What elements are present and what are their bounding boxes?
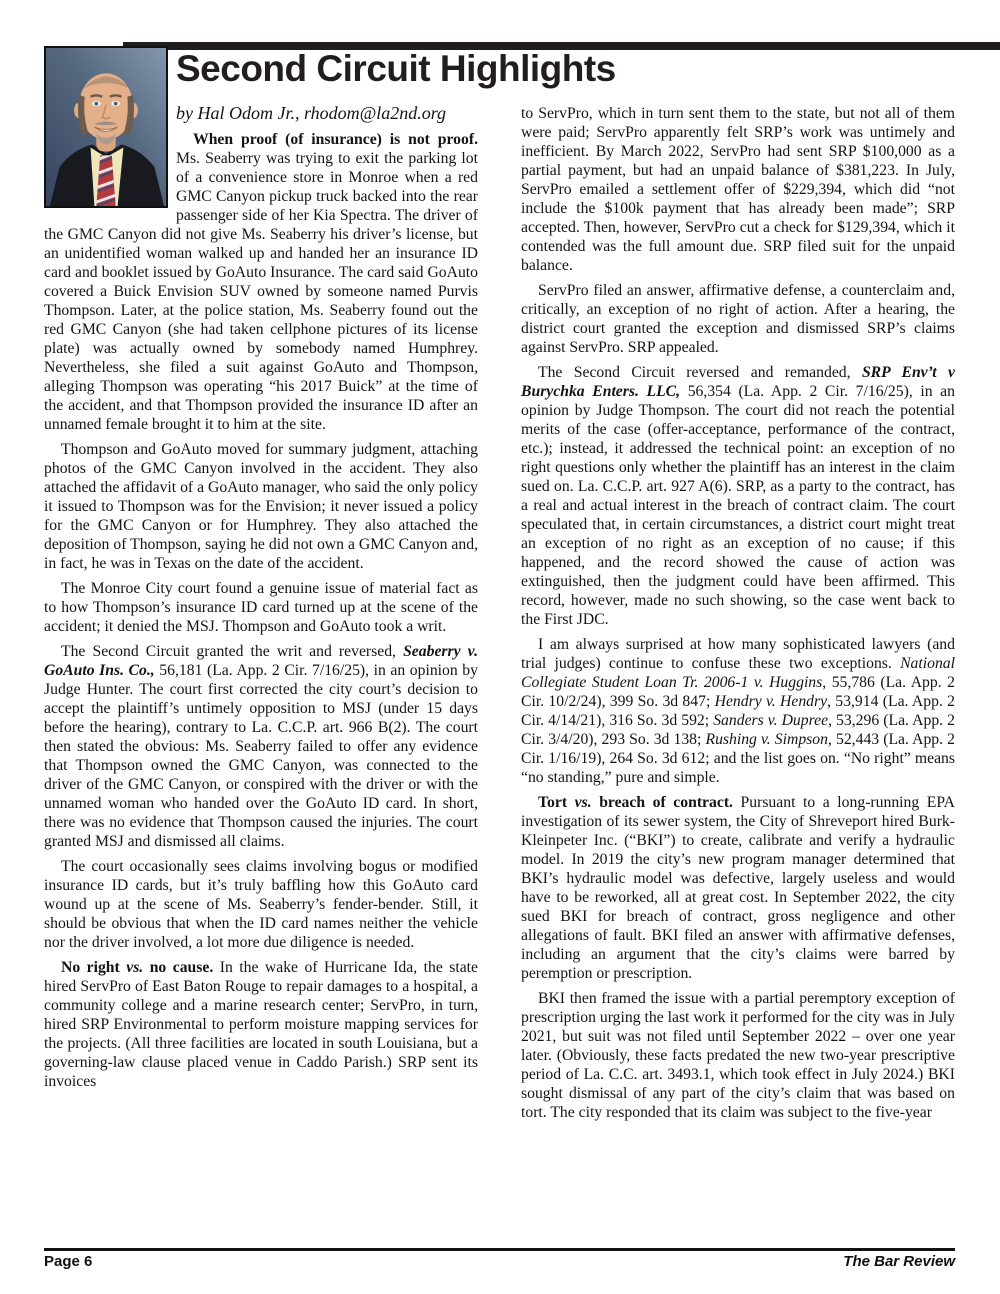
paragraph-srp-citation: The Second Circuit reversed and remanded, SRP Env’t v Burychka Enters. LLC, 56,354 (La. App. 2 Cir. 7/16/25), in an opinion by Judge Thompson. The court did not reach the potential merits of the case (offer-acceptance, performance of the contract, etc.); instead, it addressed the technical point: an exception of no right questions only whether the plaintiff has an interest in the claim sued on. La. C.C.P. art. 927 A(6). SRP, as a party to the contract, has a real and actual interest in the breach of contract claim. The court speculated that, in certain circumstances, a district court might treat an exception of no right as an exception of no cause; if this happened, and the record showed the cause of action was extinguished, then the judgment could have been affirmed. This record, however, made no such showing, so the case went back to the First JDC. <box>521 364 955 628</box>
footer-rule <box>44 1248 955 1251</box>
page-content <box>44 46 955 1122</box>
page-title: Second Circuit Highlights <box>176 48 616 89</box>
paragraph-seaberry-citation: The Second Circuit granted the writ and reversed, Seaberry v. GoAuto Ins. Co., 56,181 (La. App. 2 Cir. 7/16/25), in an opinion by Judge Hunter. The court first corrected the city court’s decision to accept the plaintiff’s untimely opposition to MSJ (under 15 days before the hearing), contrary to La. C.C.P. art. 966 B(2). The court then stated the obvious: Ms. Seaberry failed to offer any evidence that Thompson owned the GMC Canyon, was connected to the driver of the GMC Canyon, or conspired with the driver or with the unnamed woman who handed over the GoAuto ID card. In short, there was no evidence that Thompson caused the injuries. The court granted MSJ and dismissed all claims. <box>44 643 478 850</box>
paragraph: BKI then framed the issue with a partial peremptory exception of prescription urging the last work it performed for the city was in July 2021, but suit was not filed until September 2022 – over one year later. (Obviously, these facts predated the new two-year prescriptive period of La. C.C. art. 3493.1, which took effect in July 2024.) BKI sought dismissal of any part of the city’s claim that was based on tort. The city responded that its claim was subject to the five-year <box>521 990 955 1121</box>
paragraph: Thompson and GoAuto moved for summary judgment, attaching photos of the GMC Canyon involved in the accident. They also attached the affidavit of a GoAuto manager, who said the only policy it issued to Thompson was for the Envision; it never issued a policy for the GMC Canyon or for Humphrey. They also attached the deposition of Thompson, saying he did not own a GMC Canyon and, in fact, he was in Texas on the date of the accident. <box>44 441 478 572</box>
right-column <box>521 46 955 1122</box>
portrait-illustration <box>46 48 166 206</box>
paragraph: ServPro filed an answer, affirmative defense, a counterclaim and, critically, an exception of no right of action. After a hearing, the district court granted the exception and dismissed SRP’s claims against ServPro. SRP appealed. <box>521 282 955 356</box>
paragraph-case-list: I am always surprised at how many sophisticated lawyers (and trial judges) continue to confuse these two exceptions. National Collegiate Student Loan Tr. 2006-1 v. Huggins, 55,786 (La. App. 2 Cir. 10/2/24), 399 So. 3d 847; Hendry v. Hendry, 53,914 (La. App. 2 Cir. 4/14/21), 316 So. 3d 592; Sanders v. Dupree, 53,296 (La. App. 2 Cir. 3/4/20), 293 So. 3d 138; Rushing v. Simpson, 52,443 (La. App. 2 Cir. 1/16/19), 264 So. 3d 612; and the list goes on. “No right” means “no standing,” pure and simple. <box>521 636 956 786</box>
paragraph-no-right-vs-no-cause: No right vs. no cause. In the wake of Hurricane Ida, the state hired ServPro of East Baton Rouge to repair damages to a hospital, a community college and a marine research center; ServPro, in turn, hired SRP Environmental to perform moisture mapping services for the projects. (All three facilities are located in south Louisiana, but a governing-law clause placed venue in Caddo Parish.) SRP sent its invoices <box>44 959 478 1090</box>
publication-name: The Bar Review <box>843 1253 955 1270</box>
paragraph: The Monroe City court found a genuine issue of material fact as to how Thompson’s insurance ID card turned up at the scene of the accident; it denied the MSJ. Thompson and GoAuto took a writ. <box>44 580 478 635</box>
page-number-label: Page 6 <box>44 1253 93 1270</box>
paragraph-when-proof: When proof (of insurance) is not proof. Ms. Seaberry was trying to exit the parking lot of a convenience store in Monroe when a red GMC Canyon pickup truck backed into the rear passenger side of her Kia Spectra. The driver of the GMC Canyon did not give Ms. Seaberry his driver’s license, but an unidentified woman walked up and handed her an insurance ID card and booklet issued by GoAuto Insurance. The card said GoAuto covered a Buick Envision SUV owned by someone named Purvis Thompson. Later, at the police station, Ms. Seaberry found out the red GMC Canyon (she had taken cellphone pictures of its license plate) was actually owned by somebody named Humphrey. Nevertheless, she filed a suit against GoAuto and Thompson, alleging Thompson was operating “his 2017 Buick” at the time of the accident, and that Thompson provided the insurance ID after an unnamed female brought it to him at the site. <box>44 131 478 433</box>
footer <box>44 1253 955 1270</box>
paragraph-tort-vs-contract: Tort vs. breach of contract. Pursuant to a long-running EPA investigation of its sewer system, the City of Shreveport hired Burk-Kleinpeter Inc. (“BKI”) to create, calibrate and verify a hydraulic model. In 2019 the city’s new program manager determined that BKI’s hydraulic model was defective, largely useless and would have to be reworked, all at great cost. In September 2022, the city sued BKI for breach of contract, gross negligence and other allegations of fault. BKI filed an answer with affirmative defenses, including an argument that the city’s claims were barred by peremption or prescription. <box>521 794 955 982</box>
left-column <box>44 46 616 1122</box>
paragraph-continuation: to ServPro, which in turn sent them to the state, but not all of them were paid; ServPro apparently felt SRP’s work was untimely and inefficient. By March 2022, ServPro had sent SRP $100,000 as a partial payment, but had an unpaid balance of $381,223. In July, ServPro emailed a settlement offer of $229,394, which did “not include the $100k payment that has already been made”; SRP accepted. Then, however, ServPro cut a check for $129,394, which it contended was the full amount due. SRP filed suit for the unpaid balance. <box>521 105 955 274</box>
paragraph: The court occasionally sees claims involving bogus or modified insurance ID cards, but it’s truly baffling how this GoAuto card wound up at the scene of Ms. Seaberry’s fender-bender. Still, it should be obvious that when the ID card names neither the vehicle nor the driver involved, a lot more due diligence is needed. <box>44 858 478 951</box>
author-portrait-photo <box>44 46 168 208</box>
byline: by Hal Odom Jr., rhodom@la2nd.org <box>176 103 447 123</box>
